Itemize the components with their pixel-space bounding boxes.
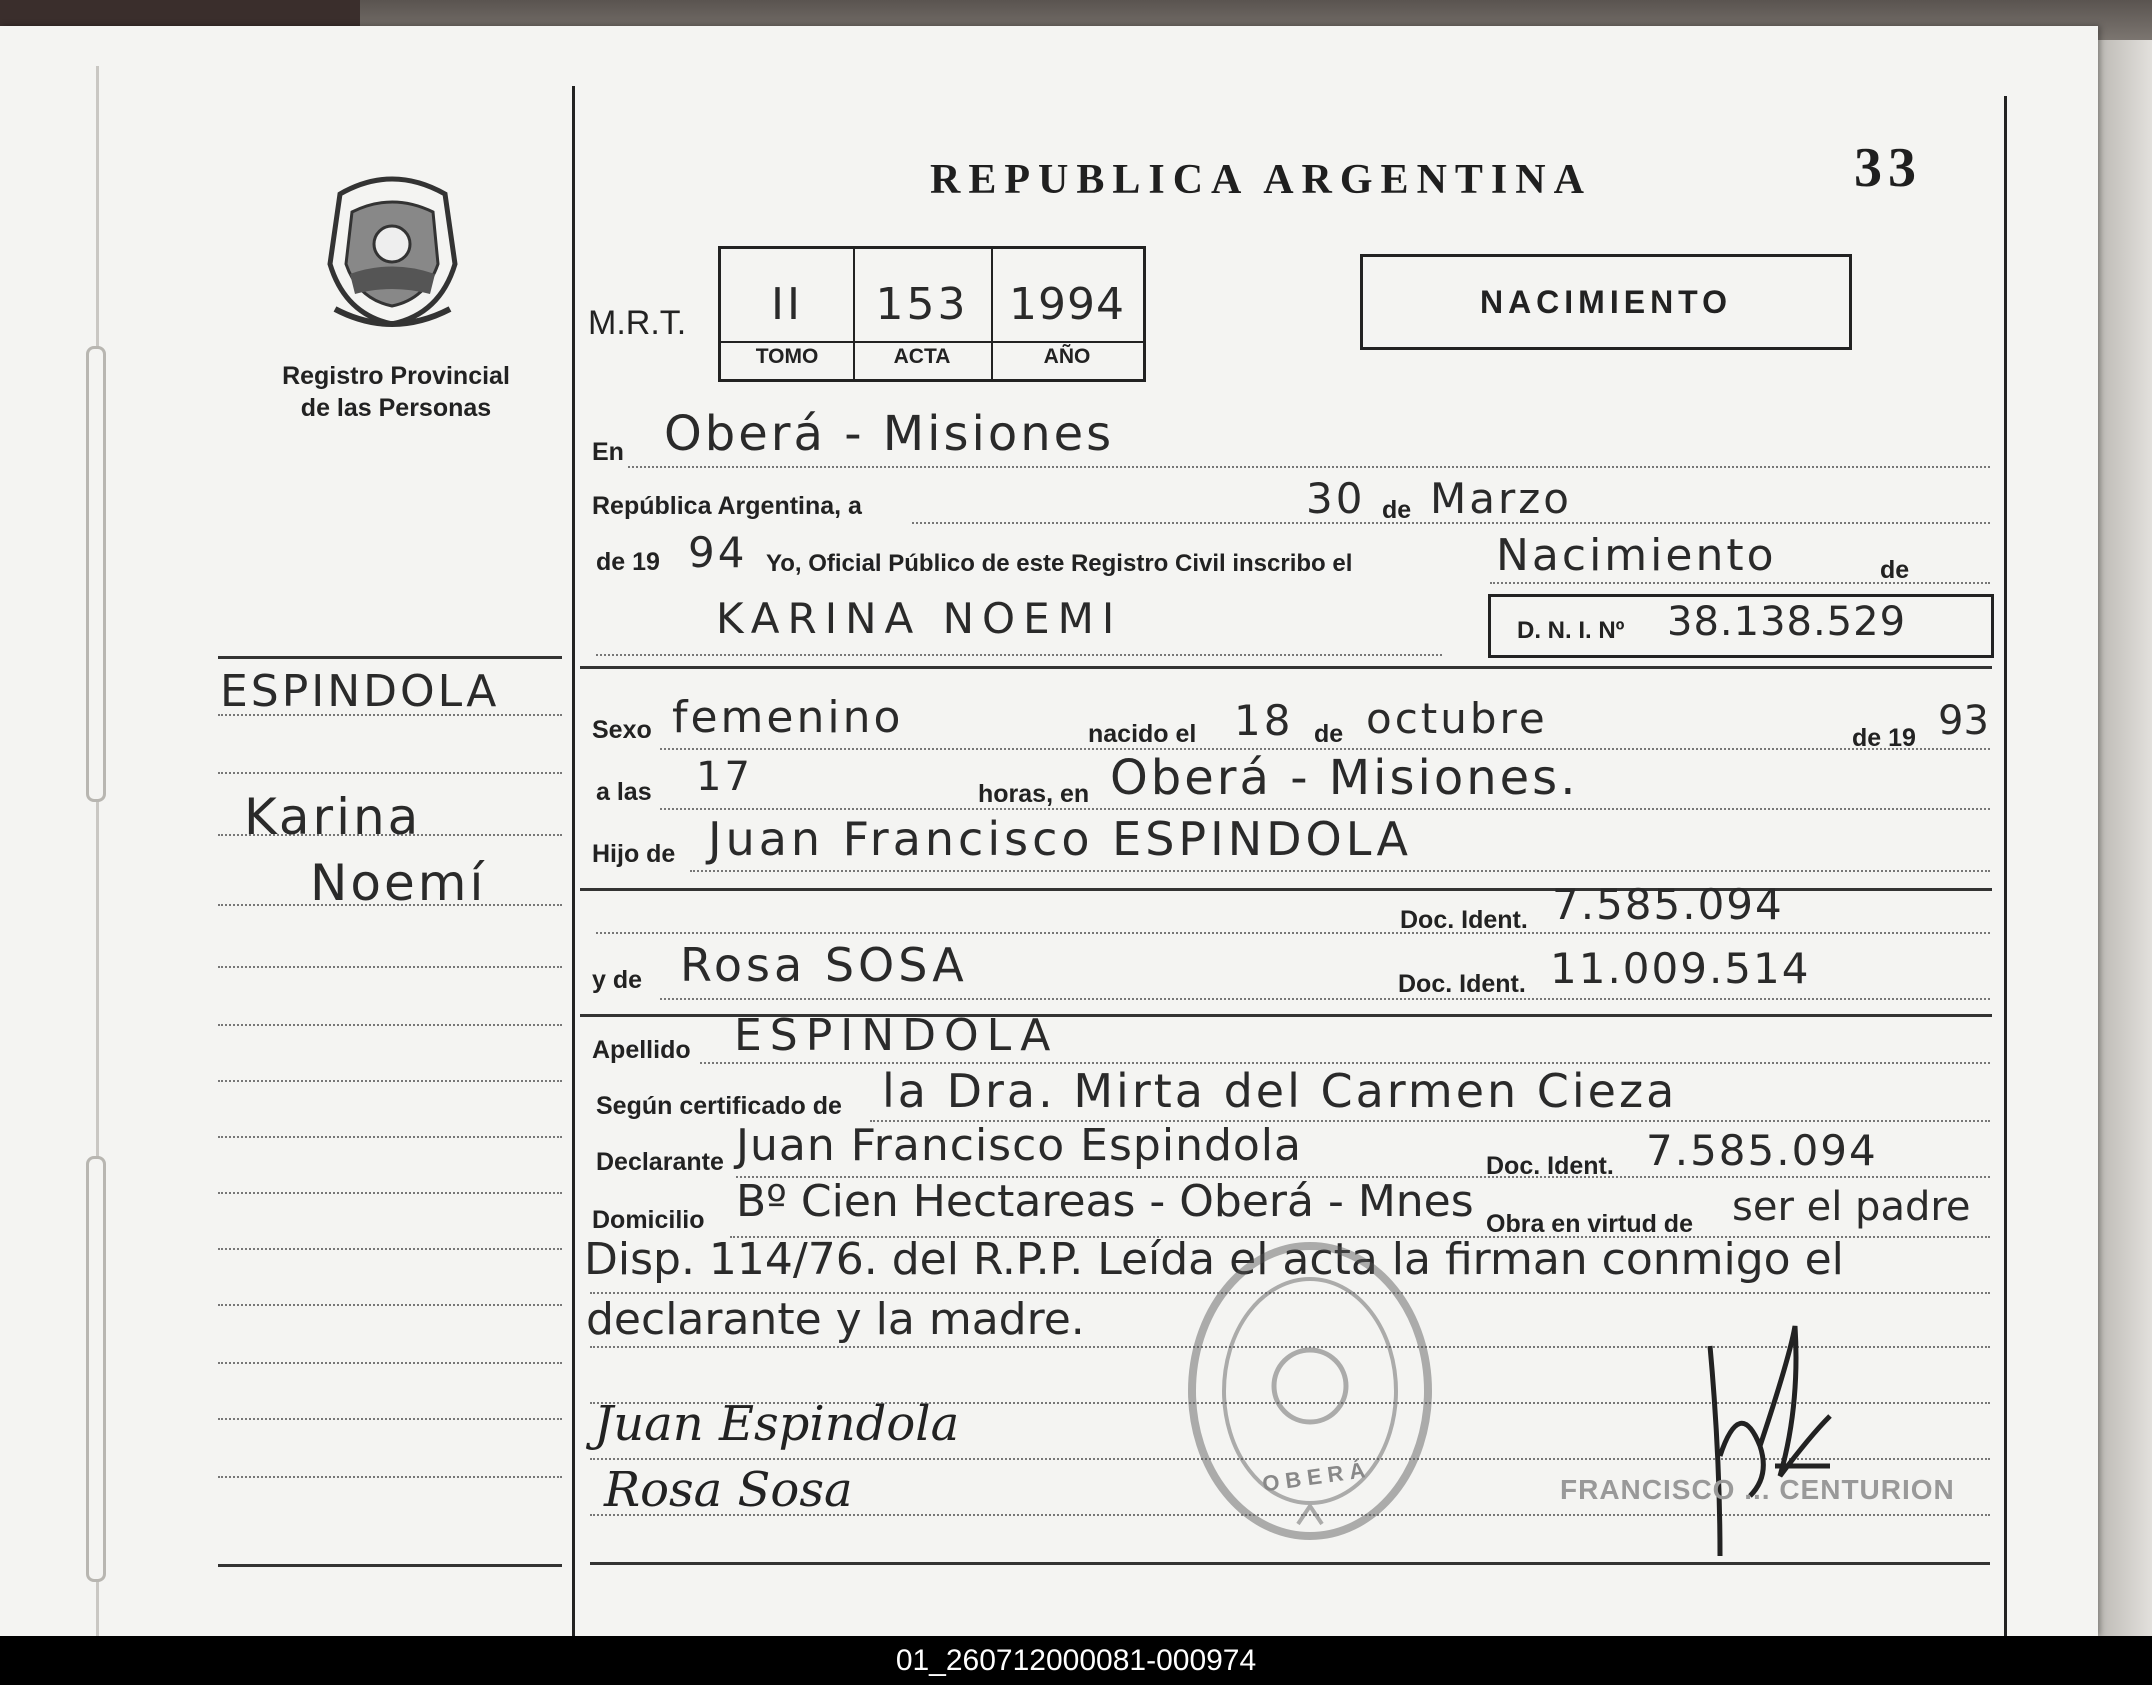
left-given-name-2: Noemí — [310, 854, 487, 912]
left-line — [218, 1248, 562, 1250]
left-line — [218, 1418, 562, 1420]
domicilio-label: Domicilio — [592, 1206, 705, 1234]
sexo-label: Sexo — [592, 716, 652, 744]
acta-label: ACTA — [893, 345, 951, 368]
left-column-divider — [572, 86, 575, 1646]
en-label: En — [592, 438, 624, 466]
left-line — [218, 1080, 562, 1082]
father-name: Juan Francisco ESPINDOLA — [708, 812, 1412, 866]
dni-box — [1488, 594, 1994, 658]
de-label-3: de — [1314, 720, 1344, 748]
file-id-bar — [0, 1636, 2152, 1685]
left-line — [218, 966, 562, 968]
seal-text: OBERÁ — [1260, 1456, 1373, 1497]
form-line — [912, 522, 1990, 524]
declarante-label: Declarante — [596, 1148, 724, 1176]
registered-name: KARINA NOEMI — [716, 594, 1123, 643]
page-stack-edge — [2098, 40, 2152, 1636]
yde-label: y de — [592, 966, 643, 994]
left-given-name-1: Karina — [244, 788, 422, 846]
apellido-label: Apellido — [592, 1036, 691, 1064]
form-line — [596, 932, 1990, 934]
hijo-label: Hijo de — [592, 840, 676, 868]
misiones-coat-of-arms-icon — [320, 174, 465, 334]
mrt-label: M.R.T. — [588, 304, 687, 342]
acta-value: 153 — [875, 279, 969, 330]
officer-stamp: FRANCISCO ... CENTURION — [1560, 1474, 1955, 1505]
ano-value: 1994 — [1009, 279, 1125, 330]
year-value: 94 — [688, 528, 748, 577]
form-line — [690, 870, 1990, 872]
page-number: 33 — [1854, 137, 1922, 199]
de19-label-2: de 19 — [1852, 724, 1916, 752]
mrt-label-rule — [721, 341, 1143, 343]
sexo-value: femenino — [672, 692, 904, 743]
horas-label: horas, en — [978, 780, 1090, 808]
doc-ident-label-2: Doc. Ident. — [1398, 970, 1526, 998]
nacido-label: nacido el — [1088, 720, 1197, 748]
de19-label: de 19 — [596, 548, 660, 576]
file-id: 01_260712000081-000974 — [895, 1644, 1257, 1677]
mother-name: Rosa SOSA — [680, 938, 968, 992]
tomo-label: TOMO — [755, 345, 819, 368]
birth-year: 93 — [1938, 698, 1989, 744]
mrt-table — [718, 246, 1146, 382]
obra-value: ser el padre — [1732, 1184, 1971, 1230]
left-line — [218, 1136, 562, 1138]
left-line — [218, 1024, 562, 1026]
notes-line-2: declarante y la madre. — [586, 1294, 1085, 1345]
declarant-signature: Juan Espindola — [594, 1396, 960, 1452]
de-label-2: de — [1880, 556, 1910, 584]
document-type-label: NACIMIENTO — [1479, 284, 1733, 320]
dni-label: D. N. I. Nº — [1517, 617, 1625, 644]
domicilio-value: Bº Cien Hectareas - Oberá - Mnes — [736, 1176, 1474, 1227]
declarante-doc: 7.585.094 — [1646, 1126, 1878, 1175]
certificado-label: Según certificado de — [596, 1092, 842, 1120]
left-line — [218, 1362, 562, 1364]
birth-day: 18 — [1234, 696, 1294, 745]
registry-name-line1: Registro Provincial — [282, 362, 510, 390]
notes-line-1: Disp. 114/76. del R.P.P. Leída el acta la firman conmigo el — [584, 1234, 1844, 1285]
page-title: REPUBLICA ARGENTINA — [930, 157, 1592, 203]
staple-bottom — [86, 1156, 106, 1582]
form-line — [660, 808, 1990, 810]
form-rule — [580, 666, 1992, 669]
en-value: Oberá - Misiones — [664, 406, 1115, 462]
left-bottom-rule — [218, 1564, 562, 1567]
yo-label: Yo, Oficial Público de este Registro Civil inscribo el — [766, 550, 1353, 577]
doc-ident-label-3: Doc. Ident. — [1486, 1152, 1614, 1180]
birth-place: Oberá - Misiones. — [1110, 750, 1579, 806]
mother-signature: Rosa Sosa — [604, 1462, 853, 1518]
alas-label: a las — [596, 778, 652, 806]
left-top-rule — [218, 656, 562, 659]
ano-label: AÑO — [1043, 345, 1091, 368]
tomo-value: II — [771, 279, 803, 330]
form-line — [660, 998, 1990, 1000]
month-value: Marzo — [1430, 474, 1572, 523]
mother-doc: 11.009.514 — [1550, 944, 1811, 993]
form-line — [1490, 582, 1990, 584]
hour-value: 17 — [696, 754, 753, 800]
father-doc: 7.585.094 — [1552, 880, 1784, 929]
republica-label: República Argentina, a — [592, 492, 862, 520]
registry-name-line2: de las Personas — [300, 394, 492, 422]
right-border — [2004, 96, 2007, 1646]
left-surname: ESPINDOLA — [220, 666, 500, 717]
official-seal-icon — [1180, 1236, 1440, 1546]
binding-dark-strip — [0, 0, 360, 26]
left-line — [218, 1192, 562, 1194]
certificado-value: la Dra. Mirta del Carmen Cieza — [882, 1064, 1678, 1118]
obra-label: Obra en virtud de — [1486, 1210, 1693, 1238]
doc-ident-label: Doc. Ident. — [1400, 906, 1528, 934]
declarante-value: Juan Francisco Espindola — [736, 1120, 1302, 1171]
left-line — [218, 1476, 562, 1478]
form-line — [628, 466, 1990, 468]
day-value: 30 — [1306, 474, 1366, 523]
left-line — [218, 1304, 562, 1306]
form-line — [596, 654, 1442, 656]
dni-value: 38.138.529 — [1667, 599, 1907, 645]
de-label: de — [1382, 496, 1412, 524]
document-page — [0, 26, 2098, 1636]
apellido-value: ESPINDOLA — [734, 1010, 1059, 1061]
inscribe-value: Nacimiento — [1496, 530, 1777, 581]
staple-top — [86, 346, 106, 802]
left-line — [218, 772, 562, 774]
birth-month: octubre — [1366, 694, 1548, 743]
document-type-box — [1360, 254, 1852, 350]
officer-signature-icon — [1700, 1316, 1840, 1566]
